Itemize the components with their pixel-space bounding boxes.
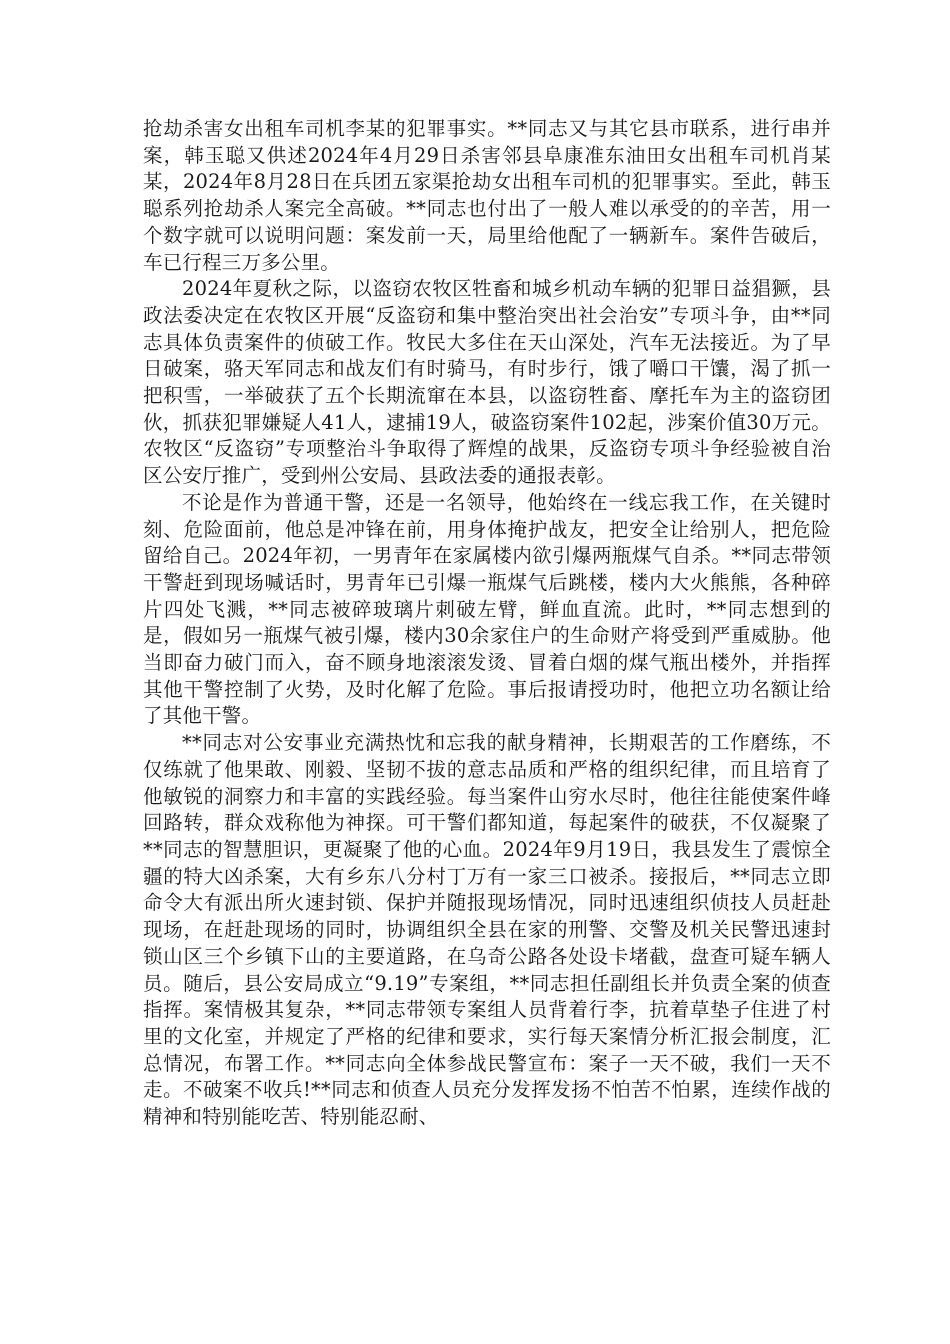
paragraph-1: 抢劫杀害女出租车司机李某的犯罪事实。**同志又与其它县市联系，进行串并案，韩玉聪又供述2024年4月29日杀害邻县阜康准东油田女出租车司机肖某某，2024年8月28日在兵团五家渠抢劫女出租车司机的犯罪事实。至此，韩玉聪系列抢劫杀人案完全高破。**同志也付出了一般人难以承受的的辛苦，用一个数字就可以说明问题：案发前一天，局里给他配了一辆新车。案件告破后，车已行程三万多公里。 [143, 117, 831, 274]
paragraph-2: 2024年夏秋之际，以盗窃农牧区牲畜和城乡机动车辆的犯罪日益猖獗，县政法委决定在农牧区开展“反盗窃和集中整治突出社会治安”专项斗争，由**同志具体负责案件的侦破工作。牧民大多住在天山深处，汽车无法接近。为了早日破案，骆天军同志和战友们有时骑马，有时步行，饿了嚼口干馕，渴了抓一把积雪，一举破获了五个长期流窜在本县，以盗窃牲畜、摩托车为主的盗窃团伙，抓获犯罪嫌疑人41人，逮捕19人，破盗窃案件102起，涉案价值30万元。农牧区“反盗窃”专项整治斗争取得了辉煌的战果，反盗窃专项斗争经验被自治区公安厅推广，受到州公安局、县政法委的通报表彰。 [143, 277, 831, 488]
paragraph-3: 不论是作为普通干警，还是一名领导，他始终在一线忘我工作，在关键时刻、危险面前，他总是冲锋在前，用身体掩护战友，把安全让给别人，把危险留给自己。2024年初，一男青年在家属楼内欲引爆两瓶煤气自杀。**同志带领干警赶到现场喊话时，男青年已引爆一瓶煤气后跳楼，楼内大火熊熊，各种碎片四处飞溅，**同志被碎玻璃片刺破左臂，鲜血直流。此时，**同志想到的是，假如另一瓶煤气被引爆，楼内30余家住户的生命财产将受到严重威胁。他当即奋力破门而入，奋不顾身地滚滚发烫、冒着白烟的煤气瓶出楼外，并指挥其他干警控制了火势，及时化解了危险。事后报请授功时，他把立功名额让给了其他干警。 [143, 490, 831, 728]
paragraph-4: **同志对公安事业充满热忱和忘我的献身精神，长期艰苦的工作磨练，不仅练就了他果敢、刚毅、坚韧不拔的意志品质和严格的组织纪律，而且培育了他敏锐的洞察力和丰富的实践经验。每当案件山穷水尽时，他往往能使案件峰回路转，群众戏称他为神探。可干警们都知道，每起案件的破获，不仅凝聚了**同志的智慧胆识，更凝聚了他的心血。2024年9月19日，我县发生了震惊全疆的特大凶杀案，大有乡东八分村丁万有一家三口被杀。接报后，**同志立即命令大有派出所火速封锁、保护并随报现场情况，同时迅速组织侦技人员赶赴现场，在赶赴现场的同时，协调组织全县在家的刑警、交警及机关民警迅速封锁山区三个乡镇下山的主要道路，在乌奇公路各处设卡堵截，盘查可疑车辆人员。随后，县公安局成立“9.19”专案组，**同志担任副组长并负责全案的侦查指挥。案情极其复杂，**同志带领专案组人员背着行李，抗着草垫子住进了村里的文化室，并规定了严格的纪律和要求，实行每天案情分析汇报会制度，汇总情况，布署工作。**同志向全体参战民警宣布：案子一天不破，我们一天不走。不破案不收兵!**同志和侦查人员充分发挥发扬不怕苦不怕累，连续作战的精神和特别能吃苦、特别能忍耐、 [143, 731, 831, 1129]
document-page [143, 116, 831, 1131]
